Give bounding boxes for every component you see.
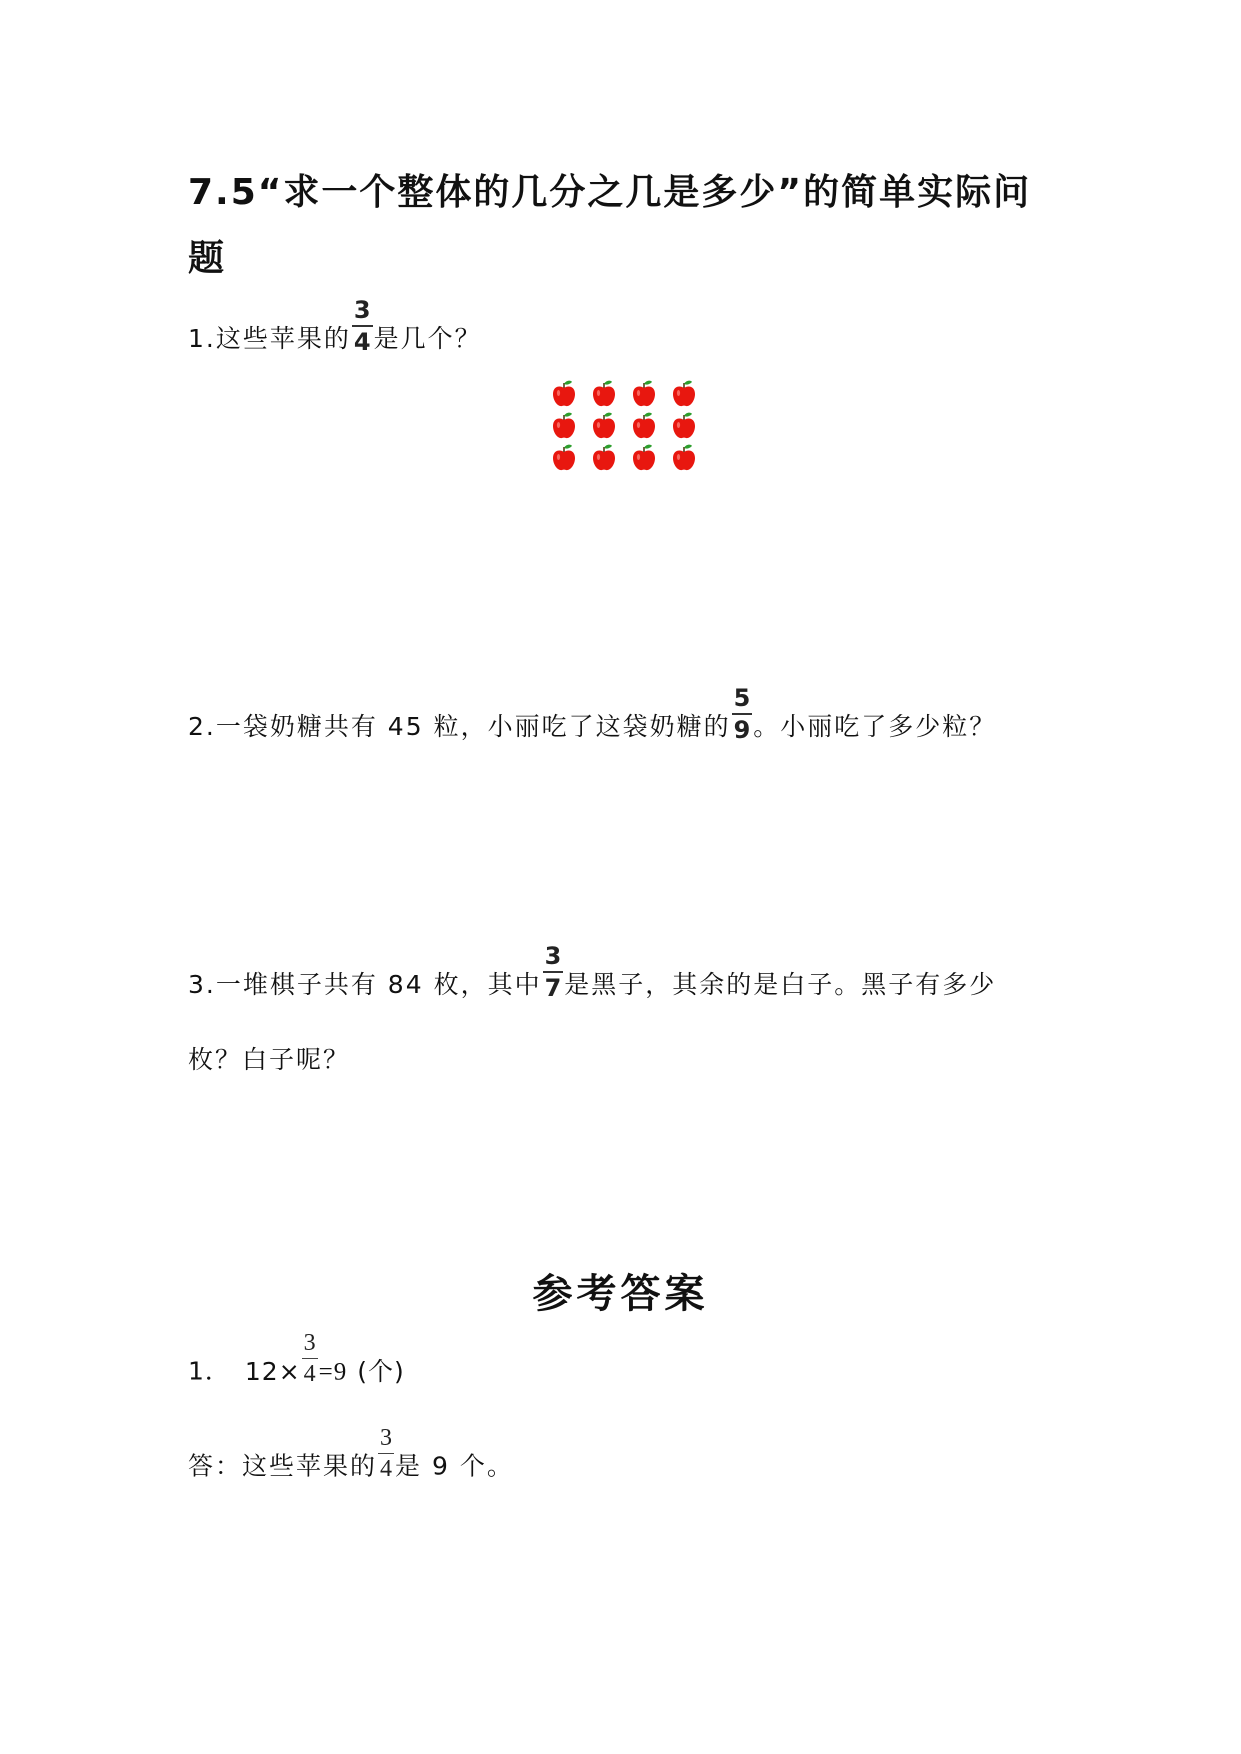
fraction xyxy=(352,298,373,354)
question-text: 这些苹果的 xyxy=(215,324,351,353)
question-2 xyxy=(188,684,997,756)
fraction-numerator: 5 xyxy=(732,686,753,715)
answer-text: 答：这些苹果的 xyxy=(188,1451,378,1481)
fraction-denominator: 7 xyxy=(544,974,562,1002)
fraction-denominator: 4 xyxy=(380,1456,393,1482)
page-title: 7.5“求一个整体的几分之几是多少”的简单实际问题 xyxy=(188,172,1032,279)
expression-after: =9 xyxy=(318,1358,348,1386)
fraction xyxy=(378,1426,394,1481)
expression-before: 12× xyxy=(244,1356,301,1386)
answer-text: 是 9 个。 xyxy=(395,1451,514,1481)
question-1 xyxy=(188,296,482,368)
question-text: 一堆棋子共有 84 枚，其中 xyxy=(215,970,542,999)
fraction-denominator: 9 xyxy=(733,716,751,744)
apple-icon xyxy=(665,378,705,410)
question-number: 2. xyxy=(188,712,216,741)
question-3 xyxy=(188,942,997,1014)
apple-grid xyxy=(545,378,705,474)
question-number: 1. xyxy=(188,324,216,353)
fraction-denominator: 4 xyxy=(303,1361,316,1387)
answer-1-statement xyxy=(188,1425,514,1495)
answer-heading: 参考答案 xyxy=(532,1271,709,1317)
question-text: 。小丽吃了多少粒？ xyxy=(753,712,997,741)
question-text: 是几个？ xyxy=(373,324,482,353)
fraction-numerator: 3 xyxy=(378,1426,394,1454)
apple-icon xyxy=(625,410,665,442)
apple-icon xyxy=(665,410,705,442)
question-number: 3. xyxy=(188,970,216,999)
fraction xyxy=(302,1331,318,1386)
apple-icon xyxy=(585,442,625,474)
apple-icon xyxy=(585,410,625,442)
fraction xyxy=(543,944,564,1000)
apple-icon xyxy=(625,378,665,410)
apple-icon xyxy=(545,378,585,410)
fraction-denominator: 4 xyxy=(353,328,371,356)
fraction-numerator: 3 xyxy=(352,298,373,327)
fraction xyxy=(732,686,753,742)
fraction-numerator: 3 xyxy=(543,944,564,973)
question-text: 是黑子，其余的是白子。黑子有多少 xyxy=(564,970,997,999)
answer-1-expression xyxy=(188,1330,405,1400)
unit: (个) xyxy=(357,1356,405,1386)
question-text: 一袋奶糖共有 45 粒，小丽吃了这袋奶糖的 xyxy=(215,712,731,741)
question-3-line2: 枚？白子呢？ xyxy=(188,1045,351,1074)
apple-icon xyxy=(545,442,585,474)
apple-icon xyxy=(625,442,665,474)
fraction-numerator: 3 xyxy=(302,1331,318,1359)
apple-icon xyxy=(545,410,585,442)
apple-icon xyxy=(585,378,625,410)
apple-icon xyxy=(665,442,705,474)
answer-number: 1． xyxy=(188,1356,231,1386)
